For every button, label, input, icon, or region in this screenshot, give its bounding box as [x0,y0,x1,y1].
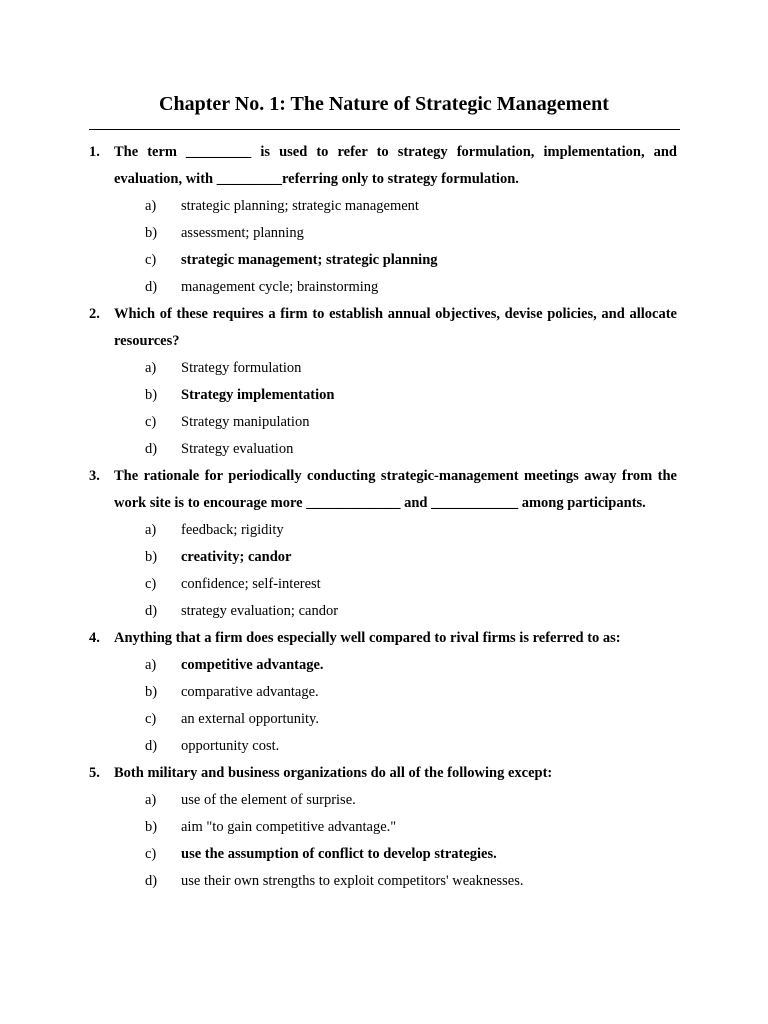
option-letter: a) [145,657,157,673]
option-letter: c) [145,576,157,592]
option-letter: c) [145,711,157,727]
option-text: use of the element of surprise. [181,792,356,808]
question-text: The term _________ is used to refer to strategy formulation, implementation, and evaluation, with _________referring only to strategy formulation. [114,144,677,187]
question-item [0,301,768,463]
option-text: opportunity cost. [181,738,280,754]
answer-option [0,733,768,760]
answer-option-correct [0,544,768,571]
option-letter: d) [145,441,158,457]
option-text: feedback; rigidity [181,522,284,538]
question-number: 5. [89,765,100,781]
question-item [0,625,768,760]
option-letter: a) [145,522,157,538]
question-text: Anything that a firm does especially well compared to rival firms is referred to as: [114,630,621,646]
answer-option-correct [0,841,768,868]
answer-option-correct [0,382,768,409]
option-letter: d) [145,738,158,754]
answer-option [0,787,768,814]
option-text: an external opportunity. [181,711,319,727]
title-divider [89,129,680,130]
option-list [0,355,768,463]
option-letter: c) [145,414,157,430]
option-text: Strategy implementation [181,387,335,403]
option-text: management cycle; brainstorming [181,279,379,295]
answer-option [0,436,768,463]
option-letter: b) [145,549,158,565]
answer-option [0,571,768,598]
option-text: Strategy evaluation [181,441,294,457]
option-letter: c) [145,252,157,268]
question-list [0,139,768,895]
option-letter: a) [145,792,157,808]
answer-option [0,868,768,895]
option-letter: c) [145,846,157,862]
question-item [0,139,768,301]
option-list [0,193,768,301]
answer-option [0,409,768,436]
option-text: assessment; planning [181,225,304,241]
option-list [0,652,768,760]
answer-option [0,679,768,706]
answer-option [0,274,768,301]
answer-option-correct [0,247,768,274]
option-letter: a) [145,198,157,214]
question-text: Both military and business organizations do all of the following except: [114,765,553,781]
option-text: aim "to gain competitive advantage." [181,819,397,835]
answer-option [0,517,768,544]
option-letter: b) [145,684,158,700]
option-letter: d) [145,873,158,889]
option-text: strategy evaluation; candor [181,603,339,619]
answer-option [0,355,768,382]
option-text: strategic management; strategic planning [181,252,438,268]
question-number: 4. [89,630,100,646]
option-text: strategic planning; strategic management [181,198,419,214]
answer-option [0,193,768,220]
option-list [0,517,768,625]
option-text: Strategy formulation [181,360,302,376]
option-letter: a) [145,360,157,376]
question-item [0,760,768,895]
question-text: Which of these requires a firm to establish annual objectives, devise policies, and allocate resources? [114,306,677,349]
answer-option [0,814,768,841]
option-text: use the assumption of conflict to develop strategies. [181,846,497,862]
answer-option [0,706,768,733]
option-text: Strategy manipulation [181,414,310,430]
answer-option-correct [0,652,768,679]
question-number: 3. [89,468,100,484]
option-letter: d) [145,279,158,295]
option-text: use their own strengths to exploit competitors' weaknesses. [181,873,524,889]
question-number: 1. [89,144,100,160]
option-list [0,787,768,895]
question-text: The rationale for periodically conducting strategic-management meetings away from the work site is to encourage more _____________ and ____________ among participants. [114,468,677,511]
option-letter: d) [145,603,158,619]
option-letter: b) [145,819,158,835]
option-text: competitive advantage. [181,657,324,673]
option-letter: b) [145,225,158,241]
option-text: confidence; self-interest [181,576,321,592]
option-letter: b) [145,387,158,403]
answer-option [0,220,768,247]
question-item [0,463,768,625]
option-text: comparative advantage. [181,684,319,700]
option-text: creativity; candor [181,549,292,565]
page-title: Chapter No. 1: The Nature of Strategic Management [159,93,609,115]
question-number: 2. [89,306,100,322]
answer-option [0,598,768,625]
